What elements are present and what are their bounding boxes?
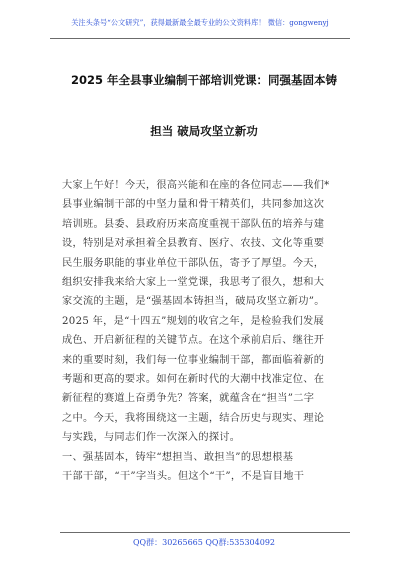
document-body	[62, 176, 348, 487]
body-line: 组织安排我来给大家上一堂党课，我思考了很久，想和大	[62, 277, 325, 289]
body-line: 县事业编制干部的中坚力量和骨干精英们，共同参加这次	[62, 199, 325, 211]
document-title-line-2: 担当 破局攻坚立新功	[150, 124, 258, 138]
body-line: 与实践，与同志们作一次深入的探讨。	[62, 432, 241, 444]
body-line: 新征程的赛道上奋勇争先？答案，就蕴含在“担当”二字	[62, 393, 315, 405]
body-line: 考题和更高的要求。如何在新时代的大潮中找准定位、在	[62, 374, 325, 386]
body-line: 家交流的主题，是“强基固本铸担当，破局攻坚立新功”。	[62, 296, 325, 308]
body-line: 之中。今天，我将围绕这一主题，结合历史与现实、理论	[62, 412, 325, 424]
footer-divider	[60, 532, 350, 533]
body-line: 干部干部，“干”字当头。但这个“干”，不是盲目地干	[62, 471, 305, 483]
body-line: 培训班。县委、县政府历来高度重视干部队伍的培养与建	[62, 218, 325, 230]
body-line: 2025 年，是“十四五”规划的收官之年，是检验我们发展	[62, 315, 324, 327]
body-line: 大家上午好！今天，很高兴能和在座的各位同志——我们*	[62, 180, 330, 191]
header-promo-text: 关注头条号“公文研究”，获得最新最全最专业的公文资料库！ 微信：gongwenyj	[71, 18, 329, 27]
page-footer: QQ群：30265665 QQ群:535304092	[133, 538, 275, 547]
document-title-line-1: 2025 年全县事业编制干部培训党课：同强基固本铸	[70, 73, 337, 87]
body-line: 来的重要时刻，我们每一位事业编制干部，都面临着新的	[62, 354, 325, 366]
body-line: 民生服务职能的事业单位干部队伍，寄予了厚望。今天，	[62, 257, 325, 269]
page-header	[50, 8, 350, 39]
body-line: 设，特别是对承担着全县教育、医疗、农技、文化等重要	[62, 238, 325, 250]
body-line: 成色、开启新征程的关键节点。在这个承前启后、继往开	[62, 335, 325, 347]
section-heading: 一、强基固本，铸牢“想担当、敢担当”的思想根基	[62, 451, 294, 463]
